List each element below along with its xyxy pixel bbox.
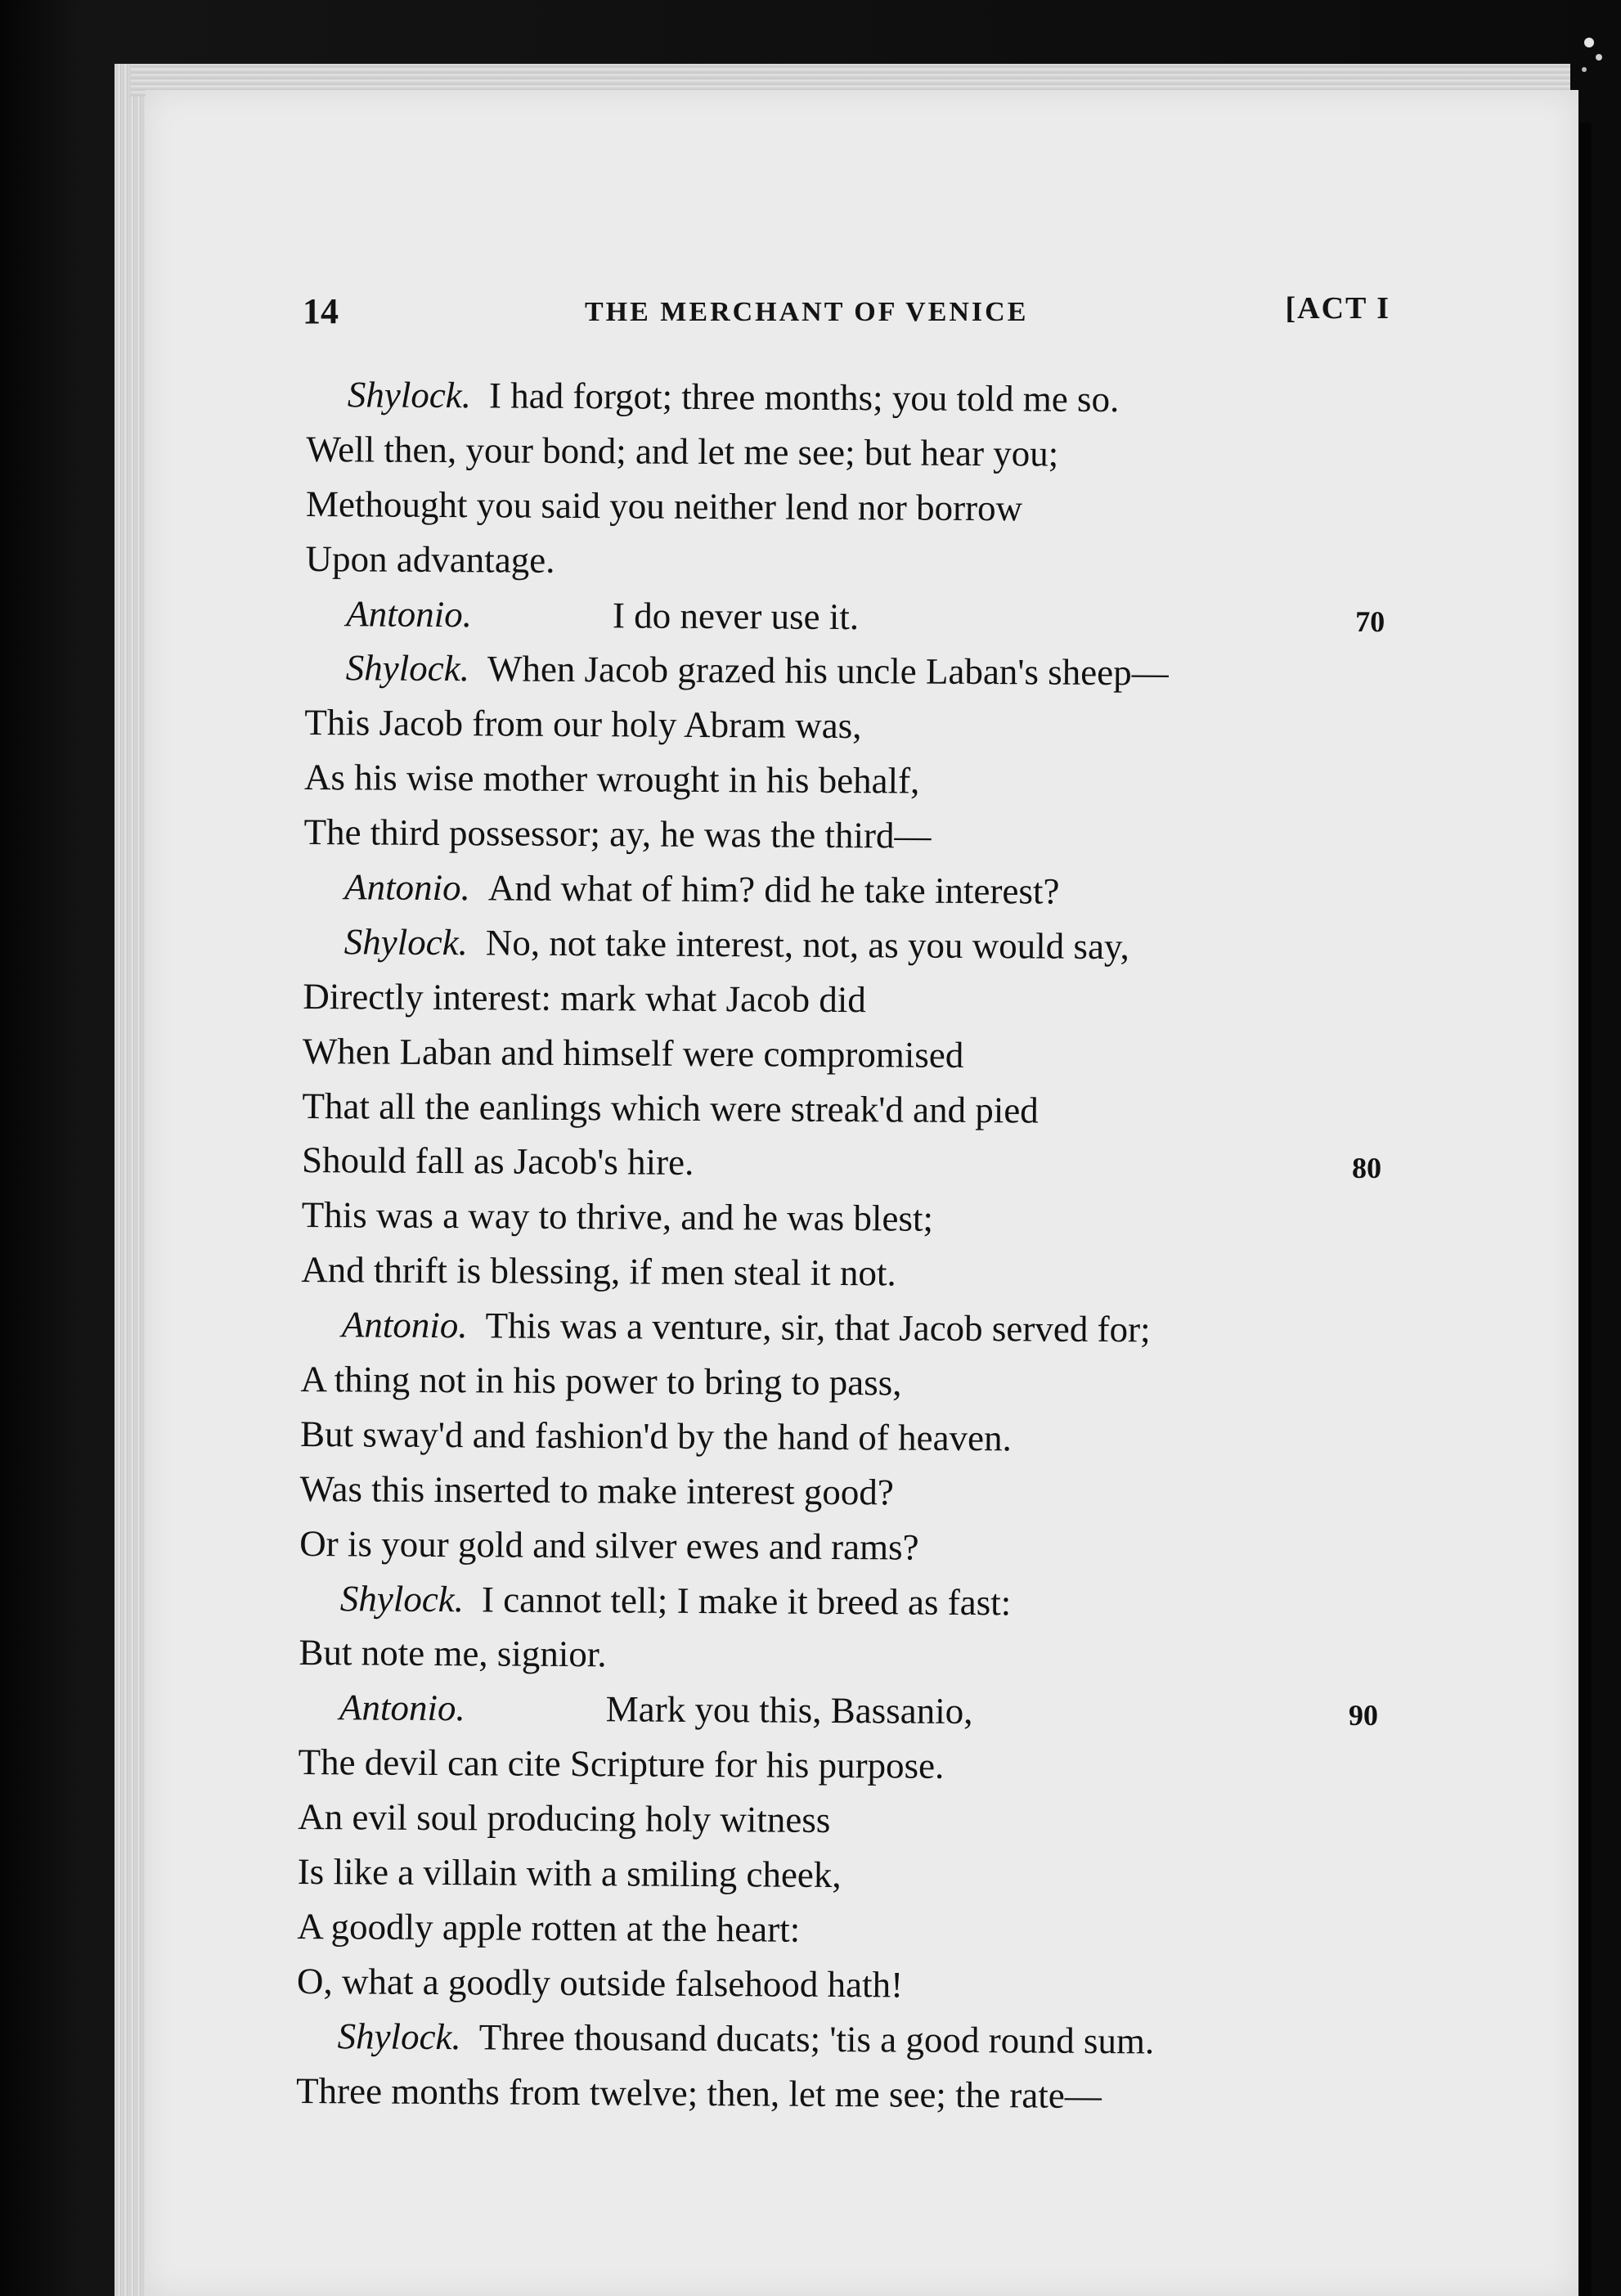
verse-line [299, 1683, 1411, 1744]
verse-line [299, 1464, 1412, 1525]
verse-line [303, 807, 1416, 869]
verse-line [299, 1574, 1412, 1635]
verse-text: Is like a villain with a smiling cheek, [297, 1851, 842, 1896]
verse-text: Three months from twelve; then, let me see; the rate— [295, 2069, 1102, 2116]
verse-text: A goodly apple rotten at the heart: [297, 1905, 801, 1950]
page-right-shadow [1578, 123, 1592, 2296]
speaker-name: Antonio. [346, 592, 473, 635]
verse-line [301, 1300, 1413, 1361]
verse-text: No, not take interest, not, as you would say, [485, 922, 1129, 968]
verse-line [302, 1081, 1414, 1143]
verse-text: This Jacob from our holy Abram was, [304, 702, 862, 747]
speaker-name: Shylock. [345, 647, 470, 690]
verse-text: But note me, signior. [299, 1632, 607, 1675]
speaker-name: Shylock. [347, 374, 472, 416]
verse-text: But sway'd and fashion'd by the hand of heaven. [299, 1413, 1012, 1459]
speaker-name: Antonio. [341, 1304, 468, 1346]
verse-text: When Jacob grazed his uncle Laban's sheep— [487, 648, 1169, 694]
verse-text: This was a venture, sir, that Jacob served for; [485, 1305, 1151, 1350]
verse-line [303, 862, 1416, 923]
verse-text: The devil can cite Scripture for his purpose. [298, 1741, 945, 1787]
line-number: 80 [1351, 1152, 1382, 1185]
verse-line [301, 1245, 1413, 1306]
verse-text: Mark you this, Bassanio, [605, 1688, 973, 1732]
verse-line [302, 1135, 1414, 1197]
verse-line [299, 1628, 1411, 1689]
verse-text: Three thousand ducats; 'tis a good round sum. [478, 2016, 1155, 2062]
verse-line [297, 1902, 1409, 1963]
verse-text: The third possessor; ay, he was the third— [303, 811, 932, 856]
verse-line [306, 479, 1418, 541]
verse-line [303, 1027, 1415, 1088]
verse-text: Upon advantage. [305, 537, 555, 581]
verse-line [297, 1957, 1409, 2018]
verse-line [303, 917, 1416, 978]
verse-line [305, 643, 1417, 704]
verse-text: O, what a goodly outside falsehood hath! [296, 1960, 904, 2006]
verse-text: And thrift is blessing, if men steal it not. [301, 1249, 896, 1294]
verse-line [298, 1847, 1410, 1908]
speaker-name: Shylock. [339, 1577, 465, 1620]
verse-line [307, 370, 1419, 431]
verse-text: This was a way to thrive, and he was blest; [301, 1194, 934, 1240]
scan-speck-decoration [1574, 25, 1615, 90]
verse-line [303, 972, 1415, 1033]
verse-text: An evil soul producing holy witness [298, 1796, 831, 1841]
verse-line [306, 425, 1418, 486]
verse-text: Or is your gold and silver ewes and rams? [299, 1522, 919, 1568]
line-number: 70 [1355, 604, 1385, 638]
play-text [296, 370, 1419, 2128]
running-title: THE MERCHANT OF VENICE [585, 297, 1029, 327]
verse-line [305, 589, 1417, 650]
speaker-name: Antonio. [344, 866, 471, 909]
verse-text: Should fall as Jacob's hire. [301, 1139, 694, 1184]
act-marker: [ACT I [1285, 291, 1390, 326]
verse-text: As his wise mother wrought in his behalf, [303, 757, 920, 802]
verse-line [305, 534, 1417, 595]
verse-line [300, 1409, 1412, 1471]
verse-text: And what of him? did he take interest? [487, 867, 1060, 912]
verse-line [304, 698, 1417, 759]
page-header [303, 290, 1390, 331]
speaker-name: Shylock. [337, 2015, 461, 2057]
speaker-name: Antonio. [339, 1687, 465, 1729]
verse-line [299, 1519, 1412, 1580]
speaker-name: Shylock. [344, 921, 469, 964]
line-number: 90 [1348, 1699, 1379, 1732]
verse-text: Methought you said you neither lend nor borrow [305, 483, 1023, 529]
verse-line [304, 753, 1417, 814]
verse-line [296, 2066, 1408, 2128]
verse-line [298, 1737, 1410, 1799]
verse-text: Well then, your bond; and let me see; but hear you; [306, 428, 1059, 474]
verse-line [300, 1355, 1412, 1416]
verse-text: Was this inserted to make interest good? [299, 1467, 894, 1513]
verse-line [298, 1792, 1410, 1853]
page-number: 14 [303, 291, 339, 331]
verse-text: I had forgot; three months; you told me so. [488, 375, 1120, 420]
verse-text: When Laban and himself were compromised [302, 1030, 964, 1076]
verse-line [301, 1190, 1413, 1251]
verse-text: I cannot tell; I make it breed as fast: [481, 1578, 1012, 1623]
verse-text: Directly interest: mark what Jacob did [303, 975, 867, 1020]
verse-line [296, 2011, 1408, 2073]
verse-text: I do never use it. [612, 594, 860, 637]
verse-text: That all the eanlings which were streak'd and pied [302, 1085, 1039, 1131]
verse-text: A thing not in his power to bring to pass, [300, 1359, 902, 1404]
verse-gap [483, 1721, 606, 1722]
